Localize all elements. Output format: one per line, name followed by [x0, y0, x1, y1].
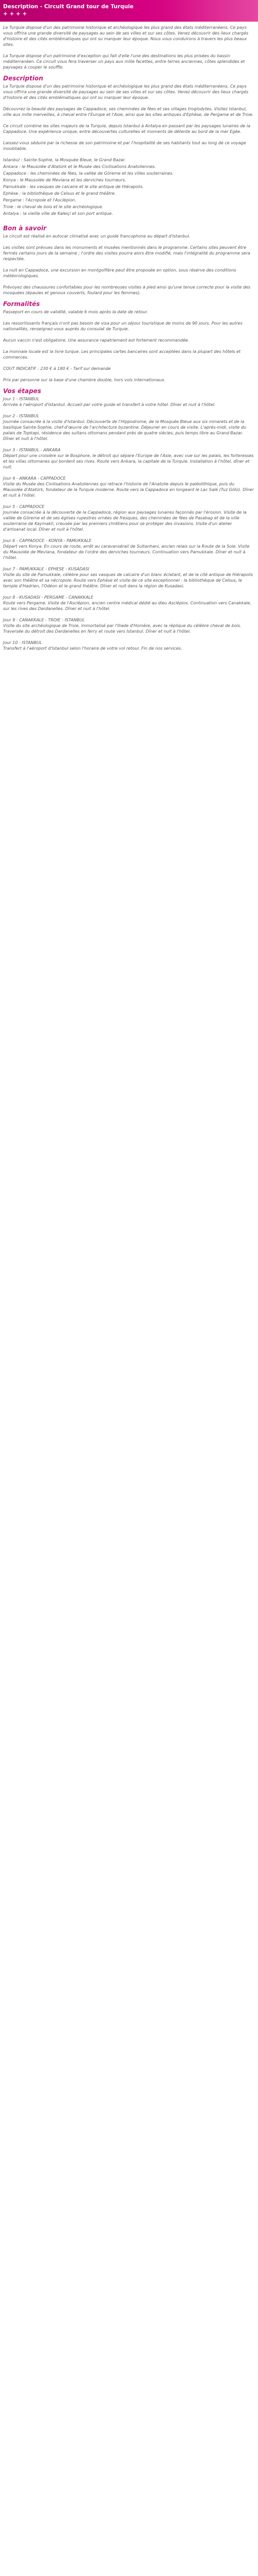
itinerary-day — [3, 504, 255, 532]
tarif-line: COUT INDICATIF : 230 € à 180 € - Tarif sur demande — [3, 366, 111, 371]
formalites-paragraph: Aucun vaccin n'est obligatoire. Une assurance rapatriement est fortement recommandée. — [3, 338, 189, 343]
day-description: Départ vers Konya. En cours de route, arrêt au caravansérail de Sultanhani, ancien relais sur la Route de la Soie. Visite du Mausolée de Mevlana, fondateur de l'ordre des derviches tourneurs. Continuation vers Pamukkale. Dîner et nuit à l'hôtel. — [3, 544, 250, 560]
day-description: Visite du site de Pamukkale, célèbre pour ses vasques de calcaire d'un blanc éclatant, et de la cité antique de Hiérapolis avec son théâtre et sa nécropole. Route vers Ephèse et visite de ce site exceptionnel : la bibliothèque de Celsus, le temple d'Hadrien, l'Odéon et le grand théâtre. Dîner et nuit dans la région de Kusadasi. — [3, 572, 253, 588]
highlight-item: Konya : le Mausolée de Mevlana et les derviches tourneurs. — [3, 178, 126, 182]
day-description: Visite du Musée des Civilisations Anatoliennes qui retrace l'histoire de l'Anatolie depuis le paléolithique, puis du Mausolée d'Atatürk, fondateur de la Turquie moderne. Route vers la Cappadoce en longeant le Lac Salé (Tuz Gölü). Dîner et nuit à l'hôtel. — [3, 482, 254, 498]
highlight-item: Istanbul : Sainte-Sophie, la Mosquée Bleue, le Grand Bazar. — [3, 158, 126, 162]
itinerary — [3, 396, 255, 651]
itinerary-day — [3, 447, 255, 470]
highlight-item: Antalya : la vieille ville de Kaleiçi et son port antique. — [3, 211, 113, 216]
bon-paragraph: Prévoyez des chaussures confortables pour les nombreuses visites à pied ainsi qu'une tenue correcte pour la visite des mosquées (épaules et genoux couverts, foulard pour les femmes). — [3, 285, 251, 295]
bon-heading: Bon à savoir — [3, 225, 46, 232]
bon-paragraph: Les visites sont prévues dans les monuments et musées mentionnés dans le programme. Certains sites peuvent être fermés certains jours de la semaine ; l'ordre des visites pourra alors être modifié, mais l'intégralité du programme sera respectée. — [3, 245, 250, 261]
itinerary-day — [3, 640, 255, 651]
highlights-list — [3, 157, 255, 216]
day-title: Jour 7 - PAMUKKALE - EPHESE - KUSADASI — [3, 567, 89, 571]
bon-paragraph: Le circuit est réalisé en autocar climatisé avec un guide francophone au départ d'Istanbul. — [3, 234, 190, 239]
day-title: Jour 3 - ISTANBUL - ANKARA — [3, 448, 61, 452]
day-description: Visite du site archéologique de Troie, immortalisé par l'Iliade d'Homère, avec la réplique du célèbre cheval de bois. Traversée du détroit des Dardanelles en ferry et route vers Istanbul. Dîner et nuit à l'hôtel. — [3, 623, 241, 634]
itinerary-day — [3, 396, 255, 408]
formalites-paragraph: Passeport en cours de validité, valable 6 mois après la date de retour. — [3, 310, 148, 314]
main-content — [0, 22, 258, 662]
day-title: Jour 10 - ISTANBUL — [3, 640, 42, 645]
day-description: Arrivée à l'aéroport d'Istanbul. Accueil par votre guide et transfert à votre hôtel. Dîner et nuit à l'hôtel. — [3, 402, 216, 407]
description-paragraph: Découvrez la beauté des paysages de Cappadoce, ses cheminées de fées et ses villages troglodytes. Visitez Istanbul, ville aux mille merveilles, à cheval entre l'Europe et l'Asie, ainsi que les sites antiques d'Ephèse, de Pergame et de Troie. — [3, 107, 254, 117]
bon-paragraph: La nuit en Cappadoce, une excursion en montgolfière peut être proposée en option, sous réserve des conditions météorologiques. — [3, 268, 236, 278]
highlight-item: Ephèse : la bibliothèque de Celsus et le grand théâtre. — [3, 191, 116, 196]
itinerary-day — [3, 413, 255, 442]
formalites-heading: Formalités — [3, 300, 40, 308]
itinerary-day — [3, 617, 255, 634]
page-title: Description - Circuit Grand tour de Turquie — [3, 4, 134, 10]
formalites-section — [3, 309, 255, 360]
banner-shade — [165, 0, 258, 22]
itinerary-day — [3, 566, 255, 589]
highlight-item: Pergame : l'Acropole et l'Asclépion. — [3, 198, 76, 202]
day-description: Journée consacrée à la visite d'Istanbul. Découverte de l'Hippodrome, de la Mosquée Bleue aux six minarets et de la basilique Sainte-Sophie, chef-d'œuvre de l'architecture byzantine. Déjeuner en cours de visite. L'après-midi, visite du palais de Topkapi, résidence des sultans ottomans pendant près de quatre siècles, puis temps libre au Grand Bazar. Dîner et nuit à l'hôtel. — [3, 419, 247, 441]
bon-section — [3, 233, 255, 296]
day-title: Jour 2 - ISTANBUL — [3, 414, 40, 418]
visites-heading: Vos étapes — [3, 387, 41, 395]
highlight-item: Cappadoce : les cheminées de fées, la vallée de Göreme et les villes souterraines. — [3, 171, 174, 176]
description-paragraph: La Turquie dispose d'un des patrimoine historique et archéologique les plus grand des états méditerranéens. Ce pays vous offrira une grande diversité de paysages au sein de ses villes et sur ses côtes. Venez découvrir des lieux chargés d'histoire et des cités emblématiques qui ont su marquer leur époque. — [3, 84, 249, 100]
header-banner — [0, 0, 258, 22]
formalites-paragraph: La monnaie locale est la livre turque. Les principales cartes bancaires sont acceptées dans la plupart des hôtels et commerces. — [3, 349, 241, 360]
formalites-paragraph: Les ressortissants français n'ont pas besoin de visa pour un séjour touristique de moins de 90 jours. Pour les autres nationalités, renseignez-vous auprès du consulat de Turquie. — [3, 321, 243, 331]
description-section — [3, 83, 255, 151]
description-paragraph: Ce circuit combine les sites majeurs de la Turquie, depuis Istanbul à Antalya en passant par les paysages lunaires de la Cappadoce. Une expérience unique, entre découvertes culturelles et moments de détente au bord de la mer Egée. — [3, 124, 251, 134]
day-description: Transfert à l'aéroport d'Istanbul selon l'horaire de votre vol retour. Fin de nos services. — [3, 646, 182, 651]
description-paragraph: Laissez-vous séduire par la richesse de son patrimoine et par l'hospitalité de ses habitants tout au long de ce voyage inoubliable. — [3, 141, 246, 151]
day-title: Jour 8 - KUSADASI - PERGAME - CANAKKALE — [3, 595, 93, 600]
itinerary-day — [3, 538, 255, 561]
day-title: Jour 6 - CAPPADOCE - KONYA - PAMUKKALE — [3, 538, 92, 543]
tarif-note: Prix par personne sur la base d'une chambre double, hors vols internationaux. — [3, 378, 166, 382]
day-title: Jour 9 - CANAKKALE - TROIE - ISTANBUL — [3, 618, 85, 622]
day-description: Départ pour une croisière sur le Bosphore, le détroit qui sépare l'Europe de l'Asie, avec vue sur les palais, les forteresses et les villas ottomanes qui bordent ses rives. Route vers Ankara, la capitale de la Turquie. Installation à l'hôtel, dîner et nuit. — [3, 453, 254, 469]
intro-paragraph: Le Turquie dispose d'un des patrimoine historique et archéologique les plus grand des états méditerranéens. Ce pays vous offrira une grande diversité de paysages au sein de ses villes et sur ses côtes. Venez découvrir des lieux chargés d'histoire et des cités emblématiques qui ont su marquer leur époque. Nous vous conduirons à travers les plus beaux sites. — [3, 25, 249, 47]
highlight-item: Ankara : le Mausolée d'Atatürk et le Musée des Civilisations Anatoliennes. — [3, 164, 156, 169]
description-heading: Description — [3, 75, 43, 82]
highlight-item: Pamukkale : les vasques de calcaire et le site antique de Hiérapolis. — [3, 184, 144, 189]
day-description: Journée consacrée à la découverte de la Cappadoce, région aux paysages lunaires façonnés par l'érosion. Visite de la vallée de Göreme et de ses églises rupestres ornées de fresques, des cheminées de fées de Pasabag et de la ville souterraine de Kaymakli, creusée par les premiers chrétiens pour se protéger des invasions. Visite d'un atelier d'artisanat local. Dîner et nuit à l'hôtel. — [3, 510, 247, 532]
intro-section — [3, 25, 255, 70]
day-title: Jour 4 - ANKARA - CAPPADOCE — [3, 476, 66, 481]
highlight-item: Troie : le cheval de bois et le site archéologique. — [3, 205, 104, 209]
itinerary-day — [3, 476, 255, 498]
day-description: Route vers Pergame. Visite de l'Asclépion, ancien centre médical dédié au dieu Asclépios. Continuation vers Canakkale, sur les rives des Dardanelles. Dîner et nuit à l'hôtel. — [3, 601, 251, 611]
itinerary-day — [3, 595, 255, 612]
page-subtitle: + + + + — [3, 11, 27, 17]
day-title: Jour 1 - ISTANBUL — [3, 397, 40, 401]
day-title: Jour 5 - CAPPADOCE — [3, 504, 45, 509]
intro-paragraph: La Turquie dispose d'un patrimoine d'exception qui fait d'elle l'une des destinations les plus prisées du bassin méditerranéen. Ce circuit vous fera traverser un pays aux mille facettes, entre terres anciennes, côtes splendides et paysages à couper le souffle. — [3, 54, 245, 70]
